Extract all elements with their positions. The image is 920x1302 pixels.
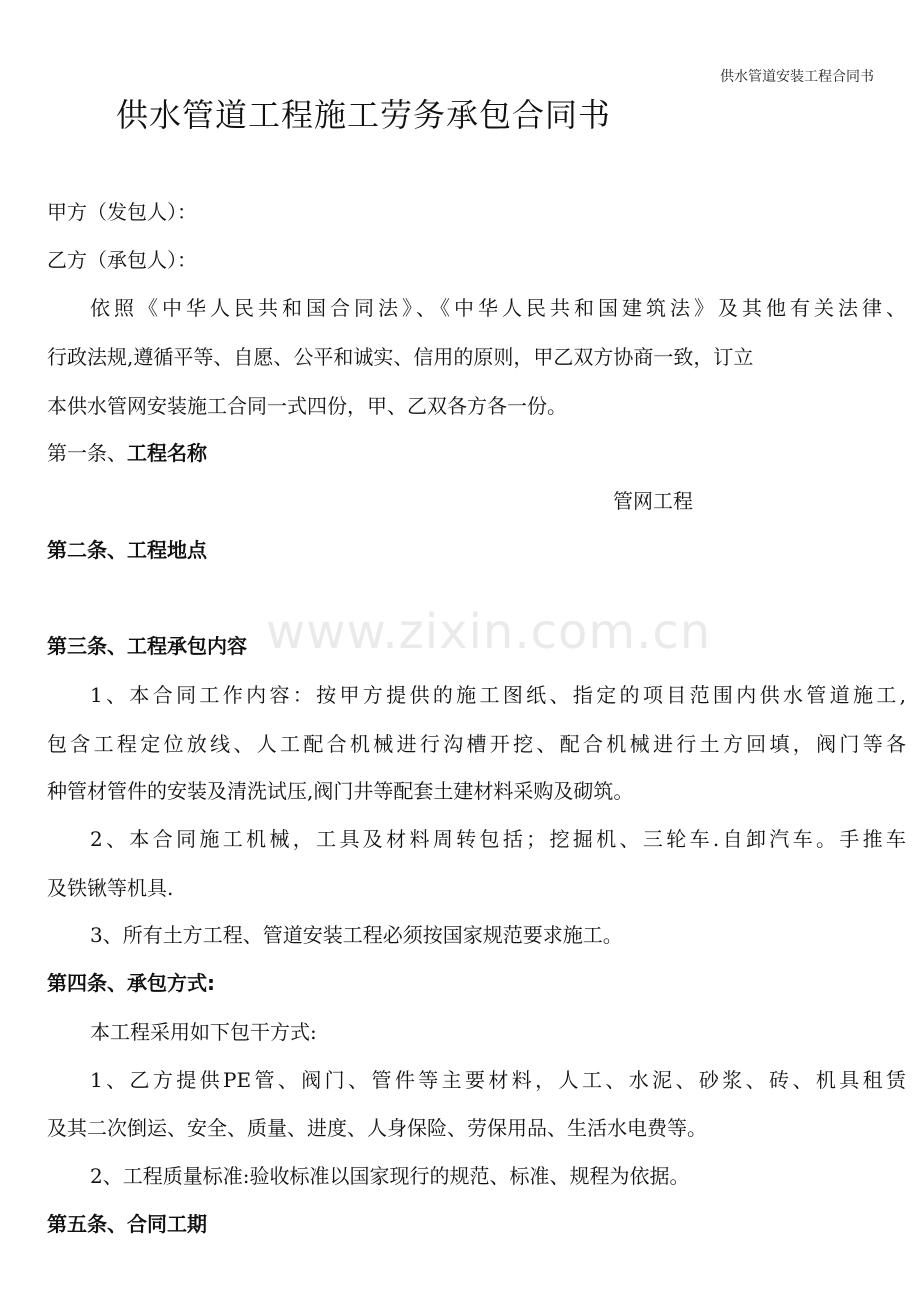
article-4-line-3: 及其二次倒运、安全、质量、进度、人身保险、劳保用品、生活水电费等。 <box>47 1116 707 1140</box>
preamble-line-3: 本供水管网安装施工合同一式四份，甲、乙双各方各一份。 <box>47 394 567 418</box>
article-4-line-2: 1、乙方提供PE管、阀门、管件等主要材料，人工、水泥、砂浆、砖、机具租赁 <box>90 1068 906 1092</box>
article-3-line-3: 种管材管件的安装及清洗试压,阀门井等配套土建材料采购及砌筑。 <box>47 779 634 803</box>
document-title: 供水管道工程施工劳务承包合同书 <box>116 96 612 134</box>
party-a-line: 甲方（发包人）： <box>47 200 197 224</box>
article-3-line-5: 及铁锹等机具. <box>47 876 174 900</box>
party-b-line: 乙方（承包人）： <box>47 248 197 272</box>
article-4-line-4: 2、工程质量标准:验收标准以国家现行的规范、标准、规程为依据。 <box>90 1164 690 1188</box>
article-3-heading: 第三条、工程承包内容 <box>47 634 247 658</box>
running-header: 供水管道安装工程合同书 <box>720 69 874 85</box>
article-5-heading: 第五条、合同工期 <box>47 1212 207 1236</box>
watermark: www.zixin.com.cn <box>266 604 712 660</box>
article-1-prefix: 第一条、 <box>47 441 127 465</box>
preamble-line-2: 行政法规,遵循平等、自愿、公平和诚实、信用的原则，甲乙双方协商一致，订立 <box>47 345 754 369</box>
preamble-line-1: 依照《中华人民共和国合同法》、《中华人民共和国建筑法》及其他有关法律、 <box>90 296 906 320</box>
article-1-heading <box>47 437 906 466</box>
article-1-value: 管网工程 <box>613 489 693 513</box>
article-3-line-6: 3、所有土方工程、管道安装工程必须按国家规范要求施工。 <box>90 923 623 947</box>
article-3-line-2: 包含工程定位放线、人工配合机械进行沟槽开挖、配合机械进行土方回填，阀门等各 <box>47 732 906 756</box>
article-4-heading: 第四条、承包方式: <box>47 971 215 995</box>
article-4-line-1: 本工程采用如下包干方式: <box>90 1020 317 1044</box>
article-1-title: 工程名称 <box>127 441 207 465</box>
article-3-line-4: 2、本合同施工机械，工具及材料周转包括；挖掘机、三轮车.自卸汽车。手推车 <box>90 827 906 851</box>
article-2-heading: 第二条、工程地点 <box>47 538 207 562</box>
article-3-line-1: 1、本合同工作内容：按甲方提供的施工图纸、指定的项目范围内供水管道施工, <box>90 683 906 707</box>
